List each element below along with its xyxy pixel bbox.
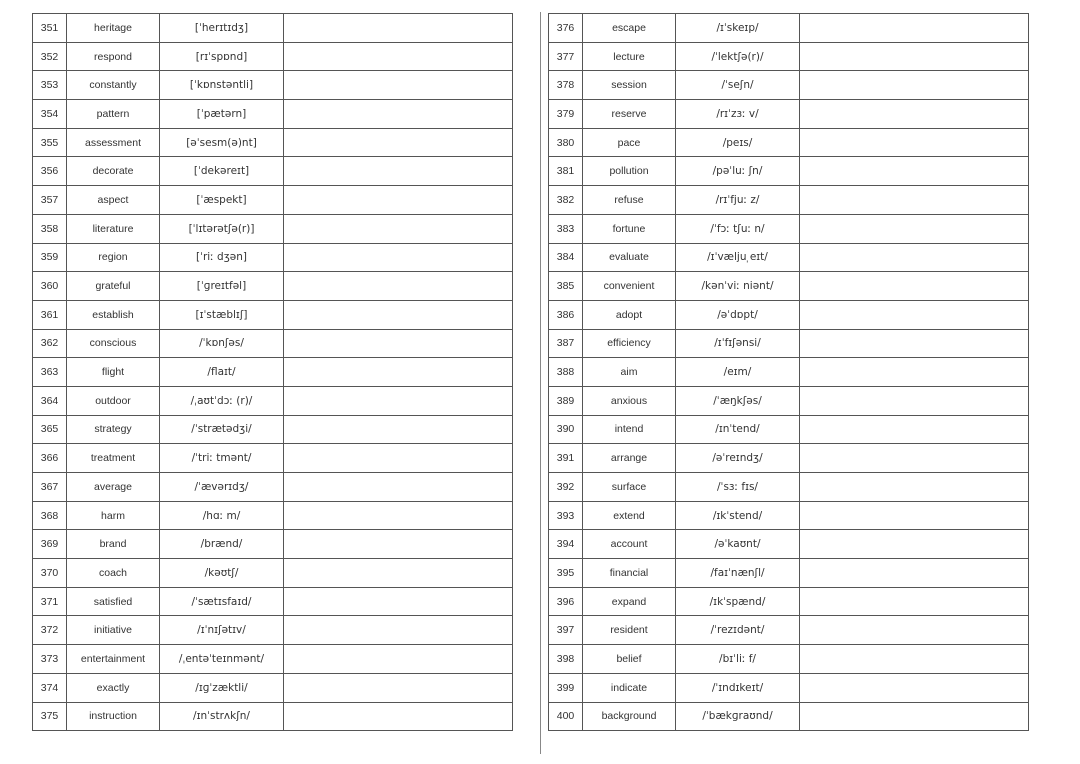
vocab-word: indicate [583, 673, 676, 702]
phonetic-transcription: /əˈreɪndʒ/ [676, 444, 800, 473]
table-row [33, 587, 513, 616]
entry-number: 378 [549, 71, 583, 100]
blank-note-cell [800, 329, 1029, 358]
blank-note-cell [284, 157, 513, 186]
table-row [33, 14, 513, 43]
vocab-word: strategy [67, 415, 160, 444]
table-row [33, 530, 513, 559]
table-row [33, 272, 513, 301]
vocab-table-body [33, 14, 513, 731]
table-row [33, 702, 513, 731]
entry-number: 379 [549, 100, 583, 129]
phonetic-transcription: /əˈkaʊnt/ [676, 530, 800, 559]
vocab-word: average [67, 473, 160, 502]
vocab-word: expand [583, 587, 676, 616]
phonetic-transcription: /ˈbækɡraʊnd/ [676, 702, 800, 731]
table-row [33, 186, 513, 215]
phonetic-transcription: /ɪˈnɪʃətɪv/ [160, 616, 284, 645]
vocab-word: extend [583, 501, 676, 530]
table-row [549, 559, 1029, 588]
table-row [33, 358, 513, 387]
phonetic-transcription: /pəˈluː ʃn/ [676, 157, 800, 186]
blank-note-cell [284, 673, 513, 702]
table-row [33, 386, 513, 415]
phonetic-transcription: /ɪnˈtend/ [676, 415, 800, 444]
blank-note-cell [284, 530, 513, 559]
vocab-word: literature [67, 214, 160, 243]
vocab-word: coach [67, 559, 160, 588]
table-row [549, 530, 1029, 559]
table-row [549, 501, 1029, 530]
vocab-word: exactly [67, 673, 160, 702]
blank-note-cell [284, 128, 513, 157]
entry-number: 352 [33, 42, 67, 71]
blank-note-cell [800, 501, 1029, 530]
vocab-word: brand [67, 530, 160, 559]
phonetic-transcription: /əˈdɒpt/ [676, 300, 800, 329]
vocab-word: region [67, 243, 160, 272]
table-row [549, 128, 1029, 157]
vocab-word: escape [583, 14, 676, 43]
table-row [549, 272, 1029, 301]
blank-note-cell [284, 272, 513, 301]
blank-note-cell [284, 559, 513, 588]
table-row [549, 329, 1029, 358]
blank-note-cell [284, 186, 513, 215]
phonetic-transcription: /flaɪt/ [160, 358, 284, 387]
table-row [33, 329, 513, 358]
phonetic-transcription: [ɪˈstæblɪʃ] [160, 300, 284, 329]
phonetic-transcription: /ˈsætɪsfaɪd/ [160, 587, 284, 616]
blank-note-cell [284, 702, 513, 731]
phonetic-transcription: /ˈstrætədʒi/ [160, 415, 284, 444]
vocab-word: surface [583, 473, 676, 502]
table-row [549, 415, 1029, 444]
entry-number: 381 [549, 157, 583, 186]
blank-note-cell [284, 616, 513, 645]
phonetic-transcription: /kəʊtʃ/ [160, 559, 284, 588]
entry-number: 374 [33, 673, 67, 702]
entry-number: 396 [549, 587, 583, 616]
table-row [33, 473, 513, 502]
blank-note-cell [284, 645, 513, 674]
blank-note-cell [800, 587, 1029, 616]
table-row [33, 645, 513, 674]
phonetic-transcription: [ˈdekəreɪt] [160, 157, 284, 186]
entry-number: 358 [33, 214, 67, 243]
entry-number: 400 [549, 702, 583, 731]
phonetic-transcription: /ɪɡˈzæktli/ [160, 673, 284, 702]
blank-note-cell [800, 214, 1029, 243]
table-row [33, 444, 513, 473]
phonetic-transcription: /ɪˈskeɪp/ [676, 14, 800, 43]
phonetic-transcription: [ˈæspekt] [160, 186, 284, 215]
phonetic-transcription: [ˈɡreɪtfəl] [160, 272, 284, 301]
blank-note-cell [284, 501, 513, 530]
entry-number: 368 [33, 501, 67, 530]
entry-number: 394 [549, 530, 583, 559]
blank-note-cell [800, 530, 1029, 559]
entry-number: 393 [549, 501, 583, 530]
phonetic-transcription: /ɪˈvælju ̩eɪt/ [676, 243, 800, 272]
phonetic-transcription: /faɪˈnænʃl/ [676, 559, 800, 588]
entry-number: 380 [549, 128, 583, 157]
blank-note-cell [284, 71, 513, 100]
blank-note-cell [284, 473, 513, 502]
blank-note-cell [800, 157, 1029, 186]
blank-note-cell [800, 300, 1029, 329]
phonetic-transcription: /ɪnˈstrʌkʃn/ [160, 702, 284, 731]
phonetic-transcription: [ˈpætərn] [160, 100, 284, 129]
vocab-word: heritage [67, 14, 160, 43]
vocab-table-body [549, 14, 1029, 731]
vocab-word: anxious [583, 386, 676, 415]
table-row [549, 386, 1029, 415]
phonetic-transcription: /ˈɪndɪkeɪt/ [676, 673, 800, 702]
phonetic-transcription: /bɪˈliː f/ [676, 645, 800, 674]
vocab-word: aspect [67, 186, 160, 215]
blank-note-cell [284, 100, 513, 129]
blank-note-cell [800, 272, 1029, 301]
vocab-word: assessment [67, 128, 160, 157]
entry-number: 362 [33, 329, 67, 358]
phonetic-transcription: [ˈherɪtɪdʒ] [160, 14, 284, 43]
table-row [33, 214, 513, 243]
vocab-word: constantly [67, 71, 160, 100]
vocab-word: grateful [67, 272, 160, 301]
blank-note-cell [800, 559, 1029, 588]
phonetic-transcription: [əˈsesm(ə)nt] [160, 128, 284, 157]
entry-number: 361 [33, 300, 67, 329]
entry-number: 397 [549, 616, 583, 645]
table-row [33, 415, 513, 444]
blank-note-cell [284, 386, 513, 415]
entry-number: 395 [549, 559, 583, 588]
vocab-word: initiative [67, 616, 160, 645]
blank-note-cell [800, 358, 1029, 387]
vocab-word: session [583, 71, 676, 100]
table-row [549, 186, 1029, 215]
vocab-word: adopt [583, 300, 676, 329]
blank-note-cell [284, 14, 513, 43]
entry-number: 387 [549, 329, 583, 358]
entry-number: 376 [549, 14, 583, 43]
table-row [549, 42, 1029, 71]
entry-number: 390 [549, 415, 583, 444]
table-row [33, 616, 513, 645]
table-row [549, 587, 1029, 616]
vocab-word: decorate [67, 157, 160, 186]
phonetic-transcription: /ˈlektʃə(r)/ [676, 42, 800, 71]
table-row [549, 100, 1029, 129]
vocab-word: arrange [583, 444, 676, 473]
blank-note-cell [800, 243, 1029, 272]
blank-note-cell [800, 42, 1029, 71]
blank-note-cell [800, 186, 1029, 215]
entry-number: 385 [549, 272, 583, 301]
phonetic-transcription: /ˈtriː tmənt/ [160, 444, 284, 473]
phonetic-transcription: /ˌentəˈteɪnmənt/ [160, 645, 284, 674]
phonetic-transcription: /ˌaʊtˈdɔː (r)/ [160, 386, 284, 415]
blank-note-cell [800, 473, 1029, 502]
table-row [549, 473, 1029, 502]
phonetic-transcription: /peɪs/ [676, 128, 800, 157]
blank-note-cell [284, 214, 513, 243]
vocab-word: fortune [583, 214, 676, 243]
blank-note-cell [284, 243, 513, 272]
blank-note-cell [800, 100, 1029, 129]
phonetic-transcription: /brænd/ [160, 530, 284, 559]
table-row [549, 243, 1029, 272]
entry-number: 377 [549, 42, 583, 71]
vocab-table-left [32, 13, 513, 731]
phonetic-transcription: /ɪkˈspænd/ [676, 587, 800, 616]
blank-note-cell [800, 673, 1029, 702]
table-row [549, 645, 1029, 674]
blank-note-cell [800, 71, 1029, 100]
table-row [549, 702, 1029, 731]
blank-note-cell [800, 645, 1029, 674]
entry-number: 363 [33, 358, 67, 387]
vocab-word: pattern [67, 100, 160, 129]
vocab-word: treatment [67, 444, 160, 473]
phonetic-transcription: /ˈseʃn/ [676, 71, 800, 100]
vocab-word: reserve [583, 100, 676, 129]
table-row [33, 673, 513, 702]
vocab-word: belief [583, 645, 676, 674]
phonetic-transcription: [ˈlɪtərətʃə(r)] [160, 214, 284, 243]
table-row [549, 71, 1029, 100]
entry-number: 365 [33, 415, 67, 444]
table-row [33, 501, 513, 530]
phonetic-transcription: /ˈkɒnʃəs/ [160, 329, 284, 358]
vocab-word: outdoor [67, 386, 160, 415]
table-row [33, 71, 513, 100]
vocab-word: convenient [583, 272, 676, 301]
phonetic-transcription: /rɪˈfjuː z/ [676, 186, 800, 215]
blank-note-cell [284, 329, 513, 358]
table-row [33, 42, 513, 71]
vocab-word: pace [583, 128, 676, 157]
entry-number: 353 [33, 71, 67, 100]
phonetic-transcription: /ˈæŋkʃəs/ [676, 386, 800, 415]
vocab-word: entertainment [67, 645, 160, 674]
table-row [549, 616, 1029, 645]
entry-number: 388 [549, 358, 583, 387]
entry-number: 386 [549, 300, 583, 329]
phonetic-transcription: /ˈrezɪdənt/ [676, 616, 800, 645]
table-row [549, 14, 1029, 43]
entry-number: 382 [549, 186, 583, 215]
vocab-word: refuse [583, 186, 676, 215]
table-row [33, 100, 513, 129]
entry-number: 357 [33, 186, 67, 215]
phonetic-transcription: /rɪˈzɜː v/ [676, 100, 800, 129]
vocab-word: pollution [583, 157, 676, 186]
vocab-word: lecture [583, 42, 676, 71]
entry-number: 369 [33, 530, 67, 559]
entry-number: 383 [549, 214, 583, 243]
phonetic-transcription: /hɑː m/ [160, 501, 284, 530]
table-row [33, 243, 513, 272]
vocab-word: flight [67, 358, 160, 387]
vocab-word: establish [67, 300, 160, 329]
vocab-word: instruction [67, 702, 160, 731]
entry-number: 384 [549, 243, 583, 272]
entry-number: 356 [33, 157, 67, 186]
phonetic-transcription: /ˈævərɪdʒ/ [160, 473, 284, 502]
phonetic-transcription: /ɪˈfɪʃənsi/ [676, 329, 800, 358]
entry-number: 366 [33, 444, 67, 473]
blank-note-cell [800, 444, 1029, 473]
table-row [33, 128, 513, 157]
table-row [33, 300, 513, 329]
phonetic-transcription: /kənˈviː niənt/ [676, 272, 800, 301]
blank-note-cell [800, 386, 1029, 415]
entry-number: 371 [33, 587, 67, 616]
blank-note-cell [284, 444, 513, 473]
phonetic-transcription: /eɪm/ [676, 358, 800, 387]
vocab-word: efficiency [583, 329, 676, 358]
entry-number: 364 [33, 386, 67, 415]
table-row [33, 559, 513, 588]
vocab-word: evaluate [583, 243, 676, 272]
vocab-word: intend [583, 415, 676, 444]
entry-number: 351 [33, 14, 67, 43]
vocab-word: aim [583, 358, 676, 387]
table-row [549, 358, 1029, 387]
vocab-word: harm [67, 501, 160, 530]
blank-note-cell [284, 358, 513, 387]
phonetic-transcription: [ˈriː dʒən] [160, 243, 284, 272]
table-row [549, 300, 1029, 329]
table-row [549, 673, 1029, 702]
entry-number: 373 [33, 645, 67, 674]
phonetic-transcription: /ˈsɜː fɪs/ [676, 473, 800, 502]
entry-number: 391 [549, 444, 583, 473]
entry-number: 398 [549, 645, 583, 674]
blank-note-cell [284, 42, 513, 71]
phonetic-transcription: /ˈfɔː tʃuː n/ [676, 214, 800, 243]
entry-number: 399 [549, 673, 583, 702]
entry-number: 375 [33, 702, 67, 731]
entry-number: 360 [33, 272, 67, 301]
vocab-word: conscious [67, 329, 160, 358]
vocab-word: resident [583, 616, 676, 645]
entry-number: 367 [33, 473, 67, 502]
vocab-word: satisfied [67, 587, 160, 616]
blank-note-cell [800, 128, 1029, 157]
table-row [549, 214, 1029, 243]
page-divider [540, 12, 541, 754]
phonetic-transcription: [rɪˈspɒnd] [160, 42, 284, 71]
blank-note-cell [800, 616, 1029, 645]
vocab-word: background [583, 702, 676, 731]
vocab-word: account [583, 530, 676, 559]
blank-note-cell [800, 415, 1029, 444]
entry-number: 354 [33, 100, 67, 129]
entry-number: 359 [33, 243, 67, 272]
phonetic-transcription: [ˈkɒnstəntli] [160, 71, 284, 100]
vocab-table-right [548, 13, 1029, 731]
entry-number: 370 [33, 559, 67, 588]
vocab-word: financial [583, 559, 676, 588]
blank-note-cell [284, 587, 513, 616]
vocab-word: respond [67, 42, 160, 71]
blank-note-cell [800, 14, 1029, 43]
phonetic-transcription: /ɪkˈstend/ [676, 501, 800, 530]
entry-number: 389 [549, 386, 583, 415]
blank-note-cell [284, 415, 513, 444]
table-row [549, 444, 1029, 473]
blank-note-cell [800, 702, 1029, 731]
blank-note-cell [284, 300, 513, 329]
table-row [33, 157, 513, 186]
entry-number: 392 [549, 473, 583, 502]
entry-number: 355 [33, 128, 67, 157]
entry-number: 372 [33, 616, 67, 645]
table-row [549, 157, 1029, 186]
